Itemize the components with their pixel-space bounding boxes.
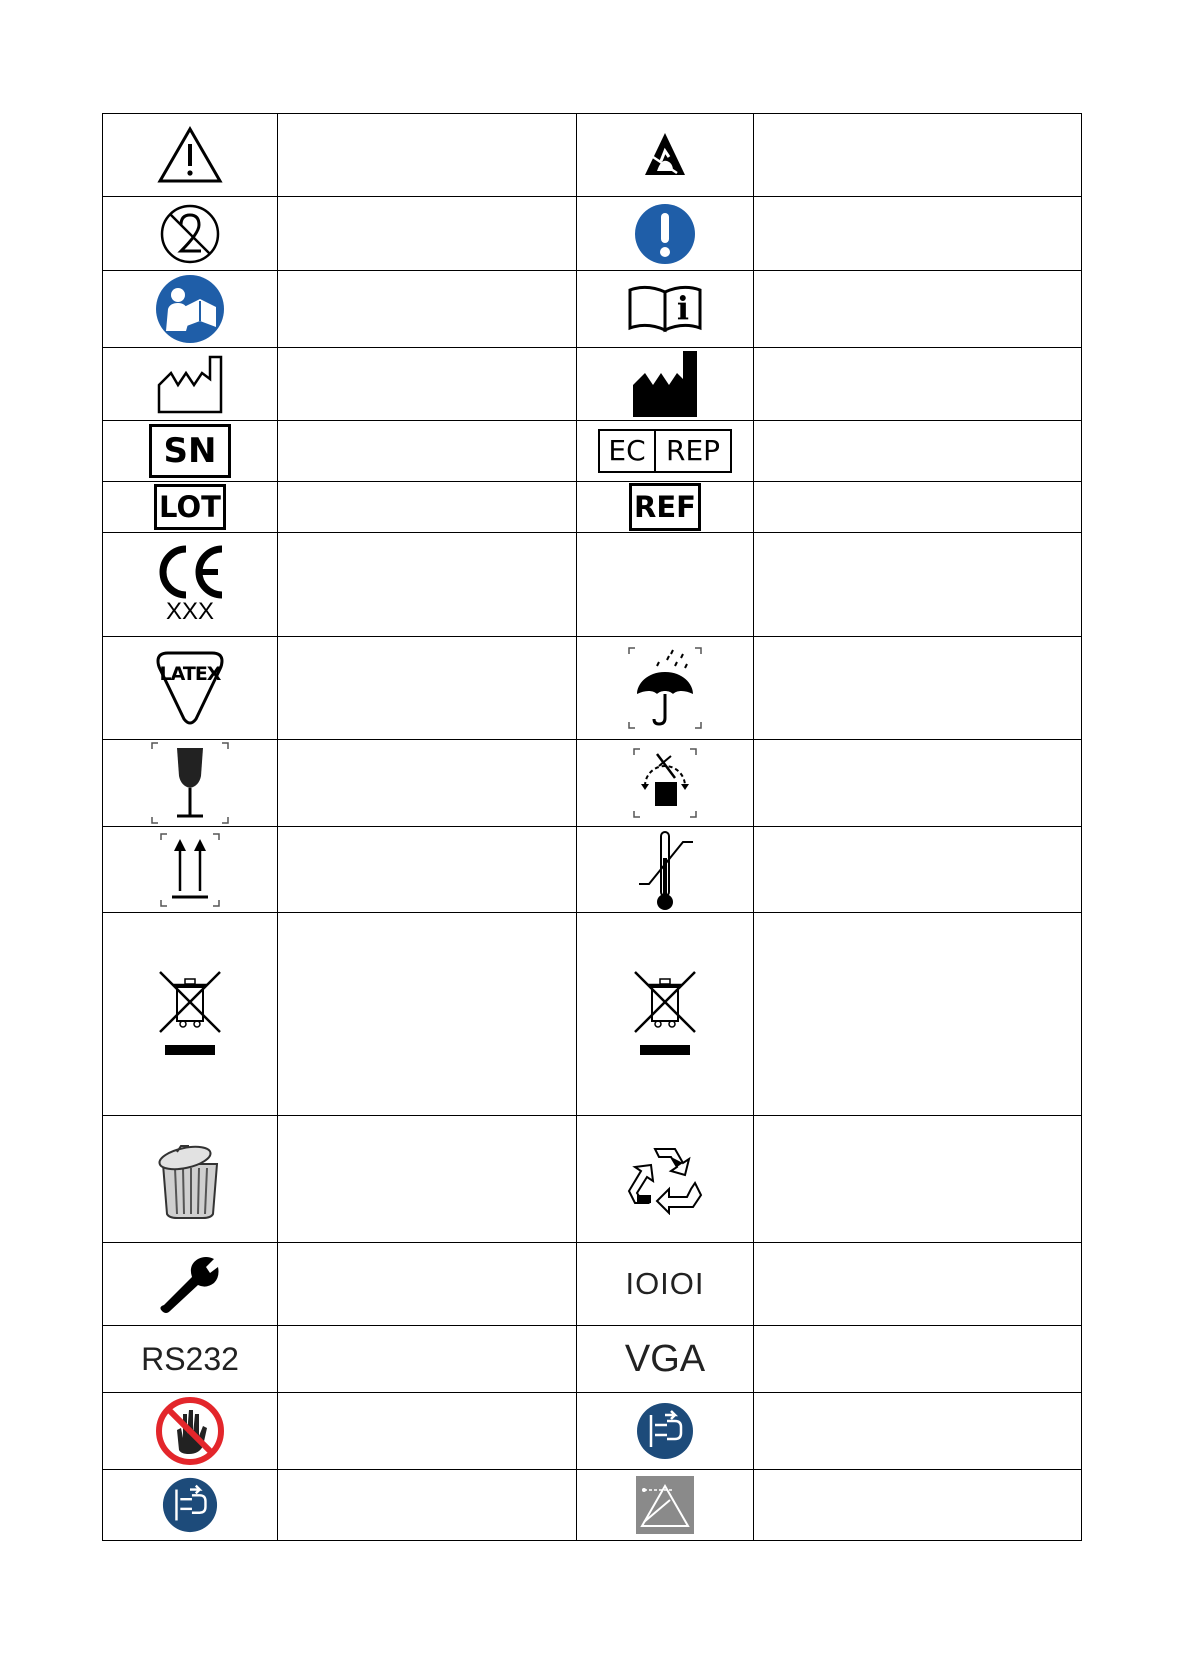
symbol-cell — [577, 1393, 754, 1470]
ec-rep-right: REP — [665, 434, 721, 467]
description-cell — [278, 740, 577, 827]
this-way-up-icon — [158, 831, 222, 909]
rs232-port-icon: RS232 — [141, 1340, 239, 1377]
description-cell — [278, 913, 577, 1116]
do-not-roll-icon — [631, 746, 699, 820]
symbol-cell — [577, 421, 754, 482]
table-row — [103, 1393, 1082, 1470]
table-row — [103, 827, 1082, 913]
symbol-cell — [577, 637, 754, 740]
table-row — [103, 533, 1082, 637]
description-cell — [278, 1470, 577, 1541]
description-cell — [278, 1326, 577, 1393]
lot-number-icon: LOT — [154, 484, 226, 530]
symbol-cell — [577, 533, 754, 637]
description-cell — [278, 637, 577, 740]
symbol-cell — [577, 827, 754, 913]
symbol-cell — [103, 197, 278, 271]
description-cell — [278, 827, 577, 913]
description-cell — [754, 827, 1082, 913]
table-row — [103, 421, 1082, 482]
symbol-cell — [103, 533, 278, 637]
symbol-cell — [577, 740, 754, 827]
symbol-cell — [103, 1326, 278, 1393]
weee-disposal-icon — [632, 969, 698, 1059]
description-cell — [278, 271, 577, 348]
table-row — [103, 1116, 1082, 1243]
info-letter: i — [676, 289, 690, 327]
table-row — [103, 114, 1082, 197]
symbol-cell — [577, 348, 754, 421]
symbol-cell — [103, 1470, 278, 1541]
description-cell — [754, 1393, 1082, 1470]
contains-latex-icon — [150, 649, 230, 727]
table-row — [103, 913, 1082, 1116]
description-cell — [754, 421, 1082, 482]
description-cell — [278, 114, 577, 197]
do-not-reuse-icon — [159, 203, 221, 265]
symbol-cell — [103, 637, 278, 740]
table-row — [103, 271, 1082, 348]
trash-bin-icon — [153, 1138, 227, 1220]
symbol-cell — [103, 1243, 278, 1326]
description-cell — [754, 114, 1082, 197]
description-cell — [754, 1243, 1082, 1326]
manufacturer-icon — [631, 349, 699, 419]
pinch-point-warning-icon — [636, 1476, 694, 1534]
binary-io-icon: IOIOI — [625, 1266, 705, 1301]
description-cell — [278, 533, 577, 637]
description-cell — [754, 533, 1082, 637]
description-cell — [278, 482, 577, 533]
symbol-cell — [103, 827, 278, 913]
date-of-manufacture-icon — [156, 353, 224, 415]
description-cell — [754, 197, 1082, 271]
caution-warning-icon — [157, 126, 223, 184]
description-cell — [278, 197, 577, 271]
do-not-touch-icon — [155, 1396, 225, 1466]
symbol-cell — [577, 913, 754, 1116]
vga-port-icon: VGA — [624, 1337, 706, 1380]
fragile-icon — [149, 740, 231, 826]
description-cell — [754, 1116, 1082, 1243]
symbol-cell — [577, 197, 754, 271]
description-cell — [754, 348, 1082, 421]
description-cell — [278, 1393, 577, 1470]
symbol-cell — [103, 421, 278, 482]
wrench-icon — [158, 1253, 222, 1315]
temperature-limit-icon — [635, 828, 695, 912]
table-row — [103, 637, 1082, 740]
symbol-table — [102, 113, 1082, 1541]
recycle-icon — [625, 1143, 705, 1215]
table-row — [103, 197, 1082, 271]
description-cell — [278, 1116, 577, 1243]
read-manual-icon — [154, 273, 226, 345]
symbol-cell — [103, 348, 278, 421]
table-row — [103, 740, 1082, 827]
ec-rep-left: EC — [600, 431, 656, 471]
description-cell — [278, 1243, 577, 1326]
table-row — [103, 1470, 1082, 1541]
symbol-cell — [103, 271, 278, 348]
electrostatic-sensitive-icon — [643, 131, 687, 179]
disconnect-mains-plug-icon — [635, 1401, 695, 1461]
ec-rep-icon — [598, 429, 732, 473]
symbol-cell — [577, 1326, 754, 1393]
ce-notified-body-number: XXX — [165, 597, 215, 625]
symbol-cell — [577, 1116, 754, 1243]
symbol-cell — [103, 740, 278, 827]
consult-instructions-icon — [627, 284, 703, 334]
table-row — [103, 482, 1082, 533]
catalog-reference-icon: REF — [629, 483, 701, 531]
description-cell — [754, 1326, 1082, 1393]
description-cell — [278, 348, 577, 421]
symbol-cell — [103, 114, 278, 197]
symbol-cell — [577, 114, 754, 197]
description-cell — [754, 740, 1082, 827]
symbol-cell — [103, 1393, 278, 1470]
symbol-cell — [103, 482, 278, 533]
description-cell — [754, 271, 1082, 348]
keep-dry-icon — [625, 644, 705, 732]
table-row — [103, 1243, 1082, 1326]
description-cell — [754, 913, 1082, 1116]
disconnect-mains-plug-icon — [161, 1476, 219, 1534]
weee-disposal-icon — [157, 969, 223, 1059]
ce-mark-icon — [150, 545, 230, 625]
table-row — [103, 348, 1082, 421]
symbol-cell — [103, 1116, 278, 1243]
latex-label: LATEX — [159, 663, 221, 685]
symbol-cell — [577, 482, 754, 533]
symbol-cell — [577, 1243, 754, 1326]
description-cell — [754, 1470, 1082, 1541]
symbol-cell — [103, 913, 278, 1116]
table-row — [103, 1326, 1082, 1393]
description-cell — [754, 637, 1082, 740]
description-cell — [754, 482, 1082, 533]
mandatory-action-icon — [634, 203, 696, 265]
serial-number-icon: SN — [149, 424, 231, 478]
description-cell — [278, 421, 577, 482]
symbol-cell — [577, 1470, 754, 1541]
symbol-cell — [577, 271, 754, 348]
